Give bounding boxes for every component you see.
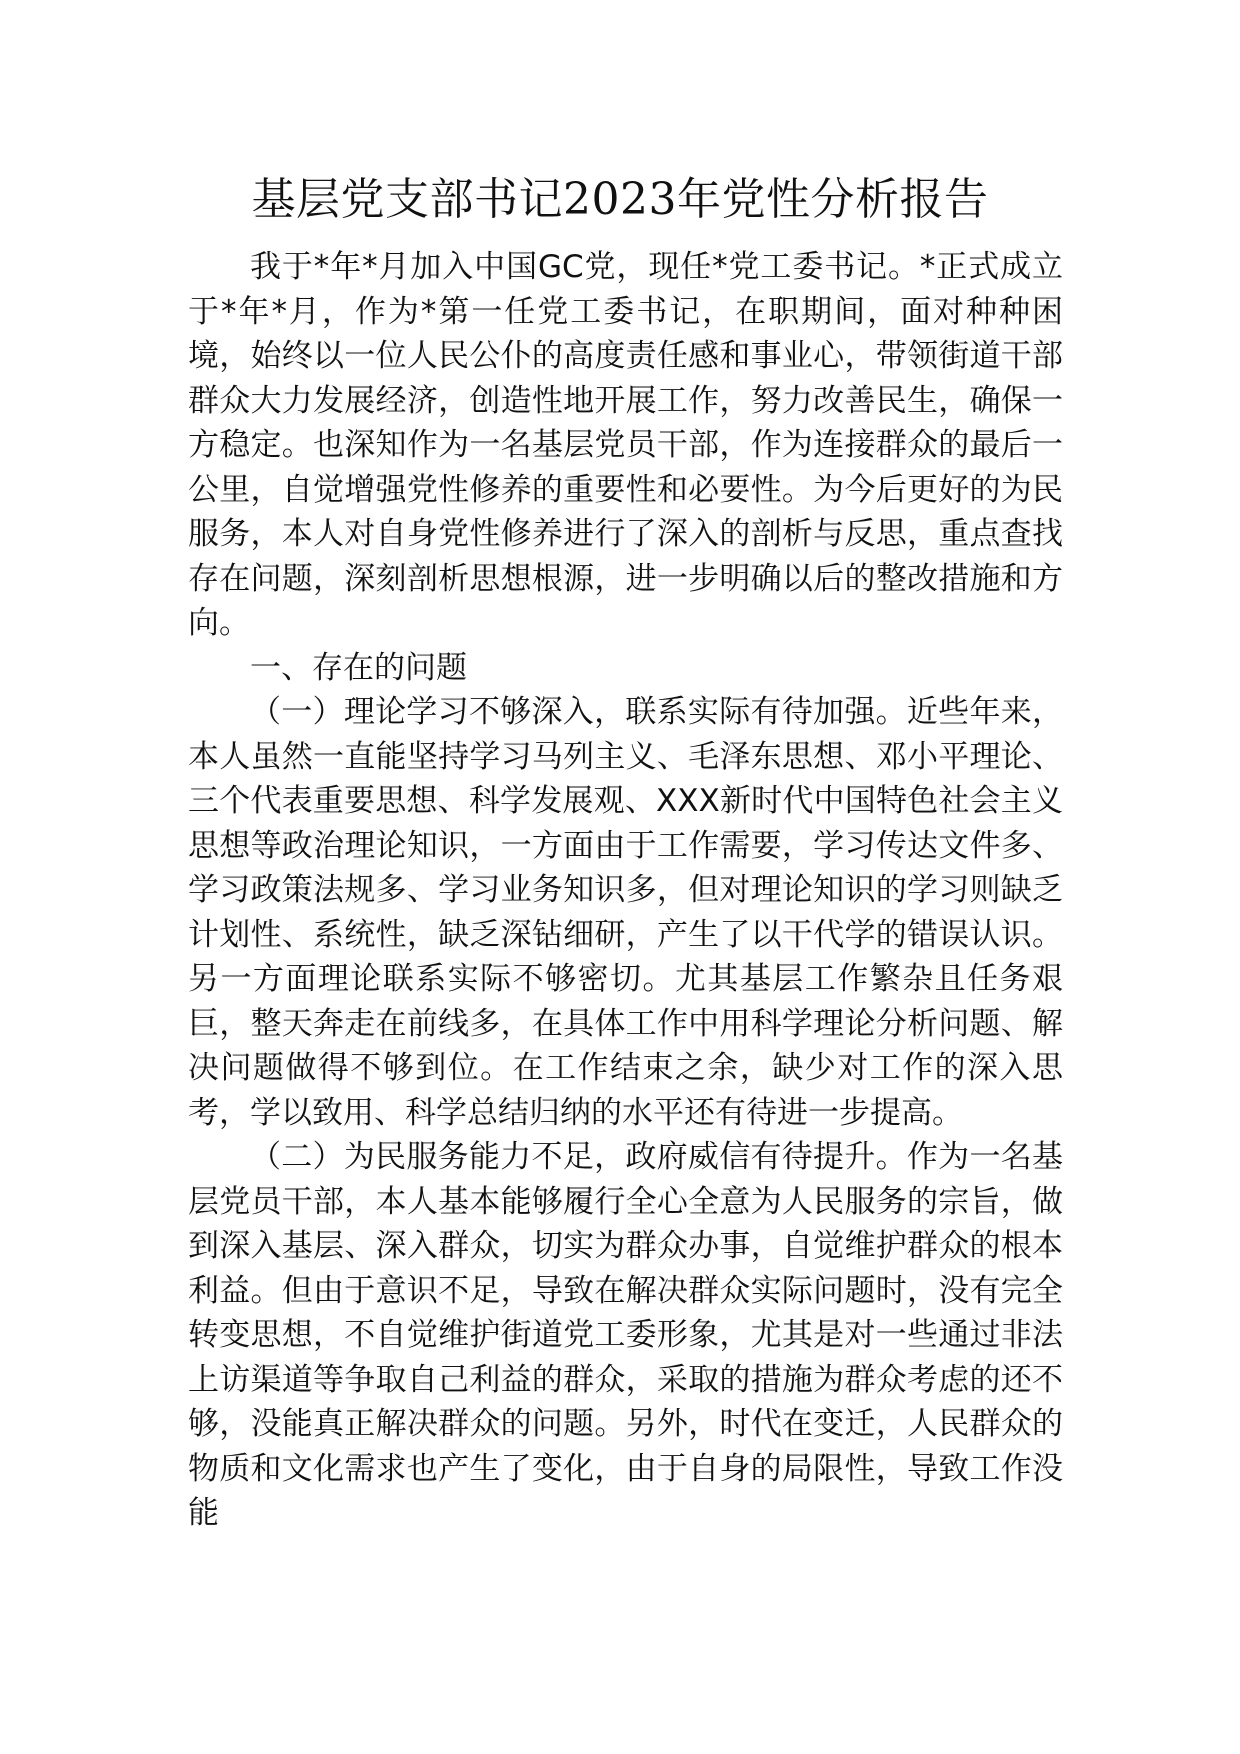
paragraph-theory-study: （一）理论学习不够深入，联系实际有待加强。近些年来，本人虽然一直能坚持学习马列主义、毛泽东思想、邓小平理论、三个代表重要思想、科学发展观、XXX新时代中国特色社会主义思想等政治理论知识，一方面由于工作需要，学习传达文件多、学习政策法规多、学习业务知识多，但对理论知识的学习则缺乏计划性、系统性，缺乏深钻细研，产生了以干代学的错误认识。另一方面理论联系实际不够密切。尤其基层工作繁杂且任务艰巨，整天奔走在前线多，在具体工作中用科学理论分析问题、解决问题做得不够到位。在工作结束之余，缺少对工作的深入思考，学以致用、科学总结归纳的水平还有待进一步提高。 — [188, 694, 1063, 1131]
document-title: 基层党支部书记2023年党性分析报告 — [251, 174, 989, 225]
document-body — [188, 245, 1063, 1536]
paragraph-service-ability: （二）为民服务能力不足，政府威信有待提升。作为一名基层党员干部，本人基本能够履行全心全意为人民服务的宗旨，做到深入基层、深入群众，切实为群众办事，自觉维护群众的根本利益。但由于意识不足，导致在解决群众实际问题时，没有完全转变思想，不自觉维护街道党工委形象，尤其是对一些通过非法上访渠道等争取自己利益的群众，采取的措施为群众考虑的还不够，没能真正解决群众的问题。另外，时代在变迁，人民群众的物质和文化需求也产生了变化，由于自身的局限性，导致工作没能 — [188, 1139, 1063, 1531]
paragraph-intro: 我于*年*月加入中国GC党，现任*党工委书记。*正式成立于*年*月，作为*第一任党工委书记，在职期间，面对种种困境，始终以一位人民公仆的高度责任感和事业心，带领街道干部群众大力发展经济，创造性地开展工作，努力改善民生，确保一方稳定。也深知作为一名基层党员干部，作为连接群众的最后一公里，自觉增强党性修养的重要性和必要性。为今后更好的为民服务，本人对自身党性修养进行了深入的剖析与反思，重点查找存在问题，深刻剖析思想根源，进一步明确以后的整改措施和方向。 — [188, 249, 1063, 641]
section-heading-problems: 一、存在的问题 — [250, 649, 467, 686]
